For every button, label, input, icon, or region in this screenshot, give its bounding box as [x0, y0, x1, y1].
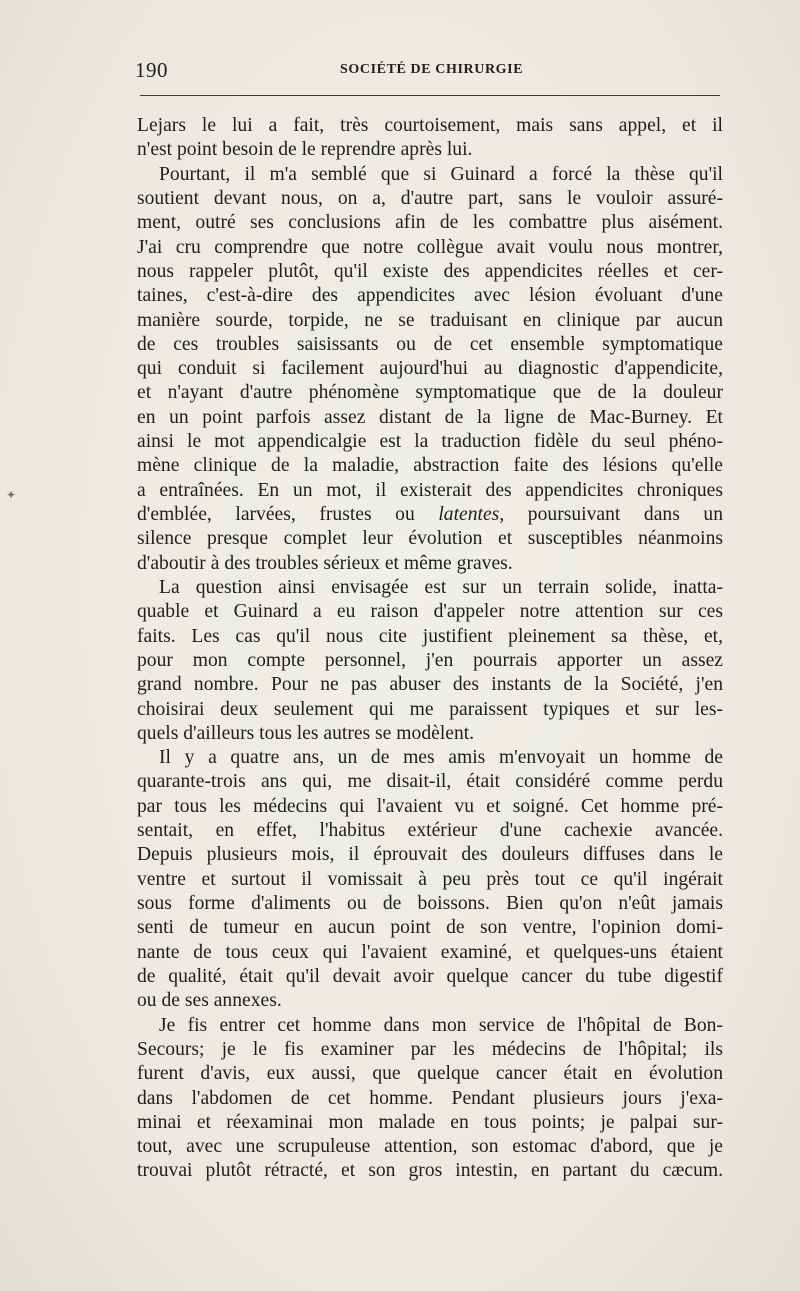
- text-line: quable et Guinard a eu raison d'appeler notre attention sur ces: [137, 601, 723, 623]
- text-line: et n'ayant d'autre phénomène symptomatique que de la douleur: [137, 382, 723, 404]
- text-line: sentait, en effet, l'habitus extérieur d'une cachexie avancée.: [137, 820, 723, 842]
- text-line: trouvai plutôt rétracté, et son gros intestin, en partant du cæcum.: [137, 1160, 723, 1182]
- text-line: pour mon compte personnel, j'en pourrais apporter un assez: [137, 649, 723, 671]
- text-line: ou de ses annexes.: [137, 990, 282, 1012]
- header-rule: [140, 95, 720, 96]
- text-line: soutient devant nous, on a, d'autre part, sans le vouloir assuré-: [137, 187, 723, 209]
- text-line: Je fis entrer cet homme dans mon service de l'hôpital de Bon-: [159, 1014, 723, 1036]
- text-line: grand nombre. Pour ne pas abuser des instants de la Société, j'en: [137, 674, 723, 696]
- text-line: par tous les médecins qui l'avaient vu et soigné. Cet homme pré-: [137, 795, 723, 817]
- text-line: faits. Les cas qu'il nous cite justifient pleinement sa thèse, et,: [137, 625, 723, 647]
- text-line: qui conduit si facilement aujourd'hui au diagnostic d'appendicite,: [137, 358, 723, 380]
- text-line: Il y a quatre ans, un de mes amis m'envoyait un homme de: [159, 747, 723, 769]
- running-title: SOCIÉTÉ DE CHIRURGIE: [340, 62, 524, 77]
- text-line: taines, c'est-à-dire des appendicites avec lésion évoluant d'une: [137, 285, 723, 307]
- text-line: nante de tous ceux qui l'avaient examiné, et quelques-uns étaient: [137, 941, 723, 963]
- text-line: Pourtant, il m'a semblé que si Guinard a forcé la thèse qu'il: [159, 163, 723, 185]
- text-line: d'aboutir à des troubles sérieux et même graves.: [137, 552, 513, 574]
- text-line: ainsi le mot appendicalgie est la traduction fidèle du seul phéno-: [137, 431, 723, 453]
- text-line: tout, avec une scrupuleuse attention, son estomac d'abord, que je: [137, 1136, 723, 1158]
- text-line: de qualité, était qu'il devait avoir quelque cancer du tube digestif: [137, 965, 723, 987]
- text-line: minai et réexaminai mon malade en tous points; je palpai sur-: [137, 1111, 723, 1133]
- margin-mark: ✦: [6, 488, 17, 502]
- text-line: J'ai cru comprendre que notre collègue avait voulu nous montrer,: [137, 236, 723, 258]
- text-line: manière sourde, torpide, ne se traduisant en clinique par aucun: [137, 309, 723, 331]
- text-line: n'est point besoin de le reprendre après lui.: [137, 139, 473, 161]
- text-line: Lejars le lui a fait, très courtoisement, mais sans appel, et il: [137, 115, 723, 136]
- text-line: nous rappeler plutôt, qu'il existe des appendicites réelles et cer-: [137, 260, 723, 282]
- text-line: quels d'ailleurs tous les autres se modèlent.: [137, 722, 475, 744]
- text-line: choisirai deux seulement qui me paraissent typiques et sur les-: [137, 698, 723, 720]
- text-line-latentes: d'emblée, larvées, frustes ou latentes, poursuivant dans un: [137, 504, 723, 525]
- text-line: mène clinique de la maladie, abstraction faite des lésions qu'elle: [137, 455, 723, 477]
- page-header: [135, 58, 720, 86]
- text-line: ventre et surtout il vomissait à peu près tout ce qu'il ingérait: [137, 868, 723, 890]
- text-line: quarante-trois ans qui, me disait-il, était considéré comme perdu: [137, 771, 723, 793]
- text-line: ment, outré ses conclusions afin de les combattre plus aisément.: [137, 212, 723, 234]
- text-line: Secours; je le fis examiner par les médecins de l'hôpital; ils: [137, 1038, 723, 1060]
- page-number: 190: [135, 58, 168, 82]
- text-line: a entraînées. En un mot, il existerait des appendicites chroniques: [137, 479, 723, 501]
- body-text: [137, 114, 723, 1184]
- text-line: sous forme d'aliments ou de boissons. Bien qu'on n'eût jamais: [137, 893, 723, 914]
- text-line: senti de tumeur en aucun point de son ventre, l'opinion domi-: [137, 917, 723, 939]
- text-line: La question ainsi envisagée est sur un terrain solide, inatta-: [159, 576, 723, 598]
- text-line: Depuis plusieurs mois, il éprouvait des douleurs diffuses dans le: [137, 844, 723, 866]
- text-line: de ces troubles saisissants ou de cet ensemble symptomatique: [137, 333, 723, 355]
- text-line: furent d'avis, eux aussi, que quelque cancer était en évolution: [137, 1063, 723, 1085]
- text-line: silence presque complet leur évolution et susceptibles néanmoins: [137, 528, 723, 550]
- text-line: en un point parfois assez distant de la ligne de Mac-Burney. Et: [137, 406, 723, 428]
- text-line: dans l'abdomen de cet homme. Pendant plusieurs jours j'exa-: [137, 1087, 723, 1109]
